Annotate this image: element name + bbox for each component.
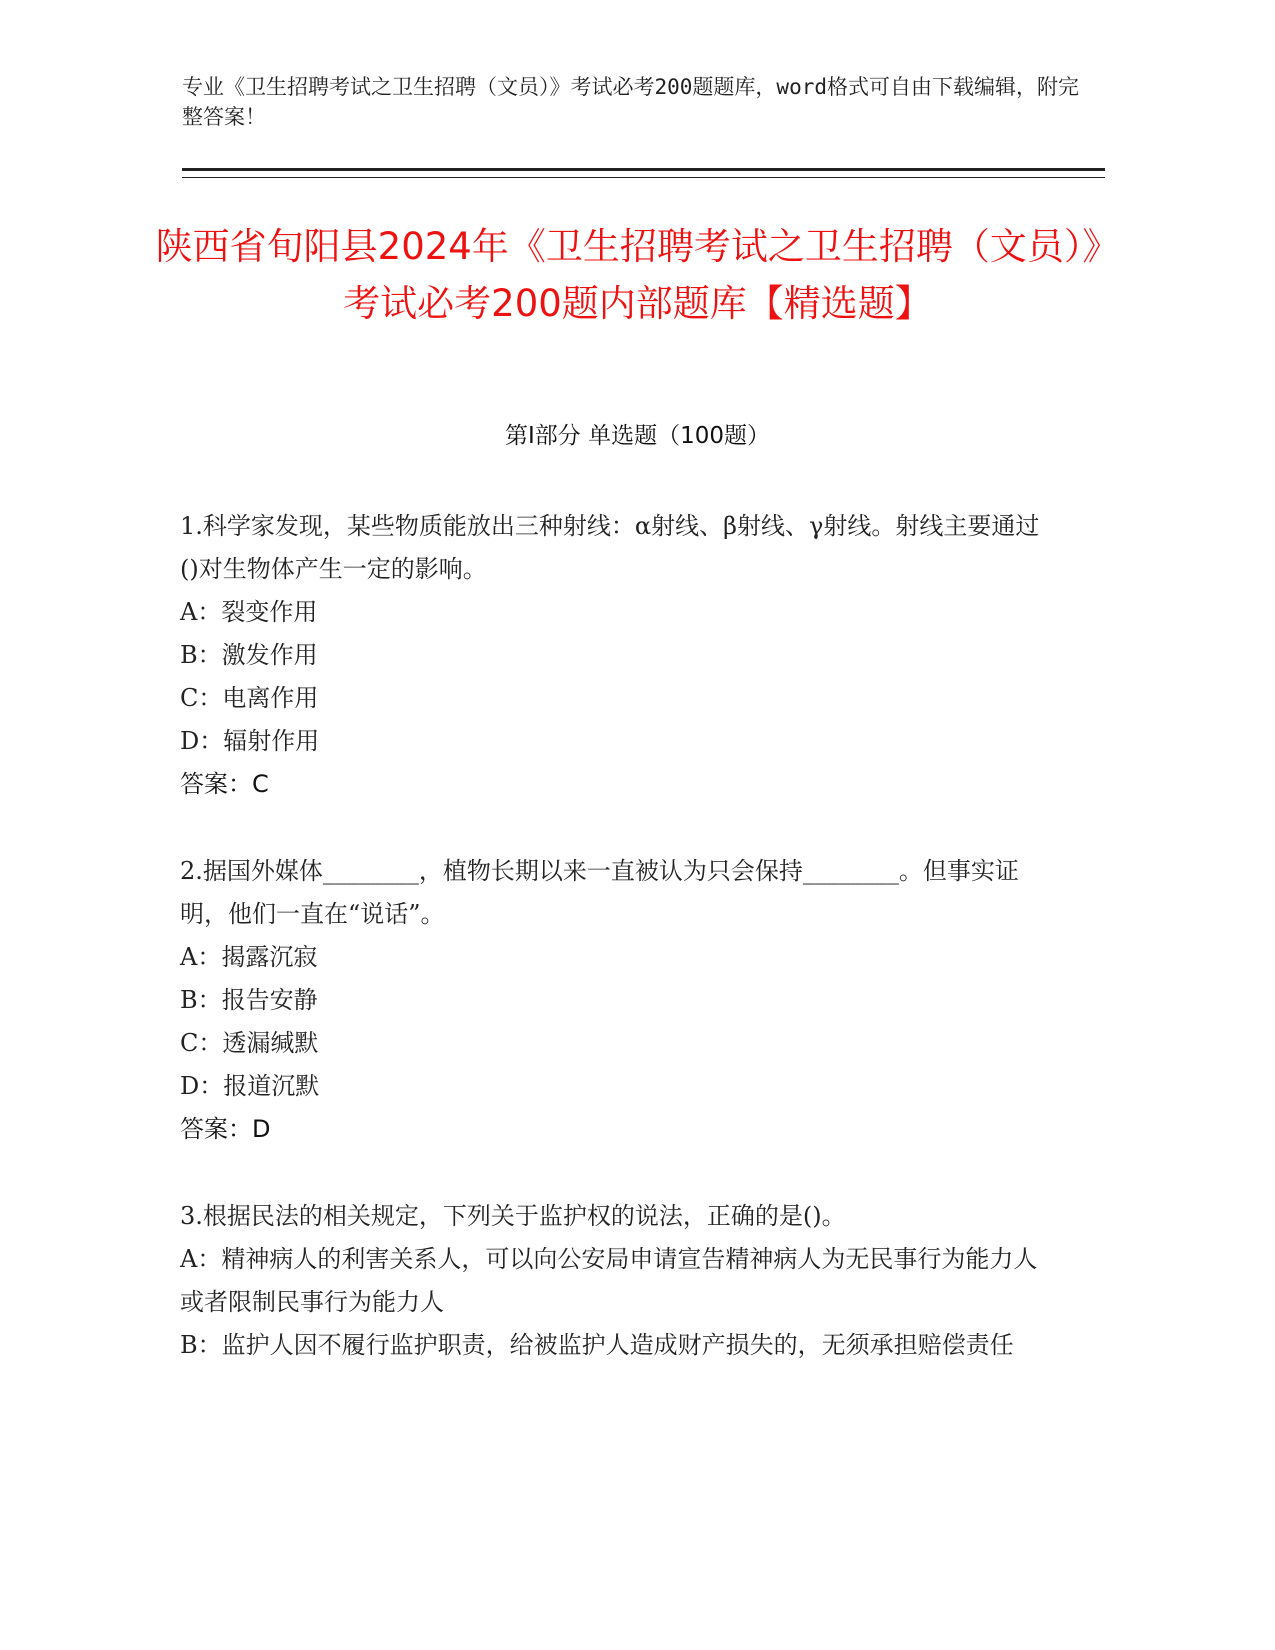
question-2 xyxy=(180,850,1050,1151)
header-rule-thin xyxy=(182,177,1105,178)
option-b: B：报告安静 xyxy=(180,986,318,1014)
option-c: C：透漏缄默 xyxy=(180,1029,319,1057)
header-intro: 专业《卫生招聘考试之卫生招聘（文员）》考试必考200题题库，word格式可自由下载编辑，附完整答案！ xyxy=(182,75,1079,129)
option-d: D：报道沉默 xyxy=(180,1072,320,1100)
question-list xyxy=(180,505,1050,1411)
question-3 xyxy=(180,1195,1050,1367)
question-1 xyxy=(180,505,1050,806)
option-b: B：激发作用 xyxy=(180,641,318,669)
option-a: A：揭露沉寂 xyxy=(180,943,318,971)
answer-label: 答案：D xyxy=(180,1115,271,1143)
question-stem: 1.科学家发现，某些物质能放出三种射线：α射线、β射线、γ射线。射线主要通过()对生物体产生一定的影响。 xyxy=(180,512,1040,583)
header-rule-thick xyxy=(182,168,1105,171)
question-stem: 2.据国外媒体________，植物长期以来一直被认为只会保持________。但事实证明，他们一直在“说话”。 xyxy=(180,857,1019,928)
option-a: A：裂变作用 xyxy=(180,598,318,626)
answer-label: 答案：C xyxy=(180,770,269,798)
question-stem: 3.根据民法的相关规定，下列关于监护权的说法，正确的是()。 xyxy=(180,1202,846,1230)
option-b: B：监护人因不履行监护职责，给被监护人造成财产损失的，无须承担赔偿责任 xyxy=(180,1331,1014,1359)
option-d: D：辐射作用 xyxy=(180,727,320,755)
option-c: C：电离作用 xyxy=(180,684,319,712)
document-title: 陕西省旬阳县2024年《卫生招聘考试之卫生招聘（文员）》考试必考200题内部题库【精选题】 xyxy=(155,225,1120,325)
section-title: 第Ⅰ部分 单选题（100题） xyxy=(505,423,770,449)
option-a: A：精神病人的利害关系人，可以向公安局申请宣告精神病人为无民事行为能力人或者限制民事行为能力人 xyxy=(180,1245,1038,1316)
